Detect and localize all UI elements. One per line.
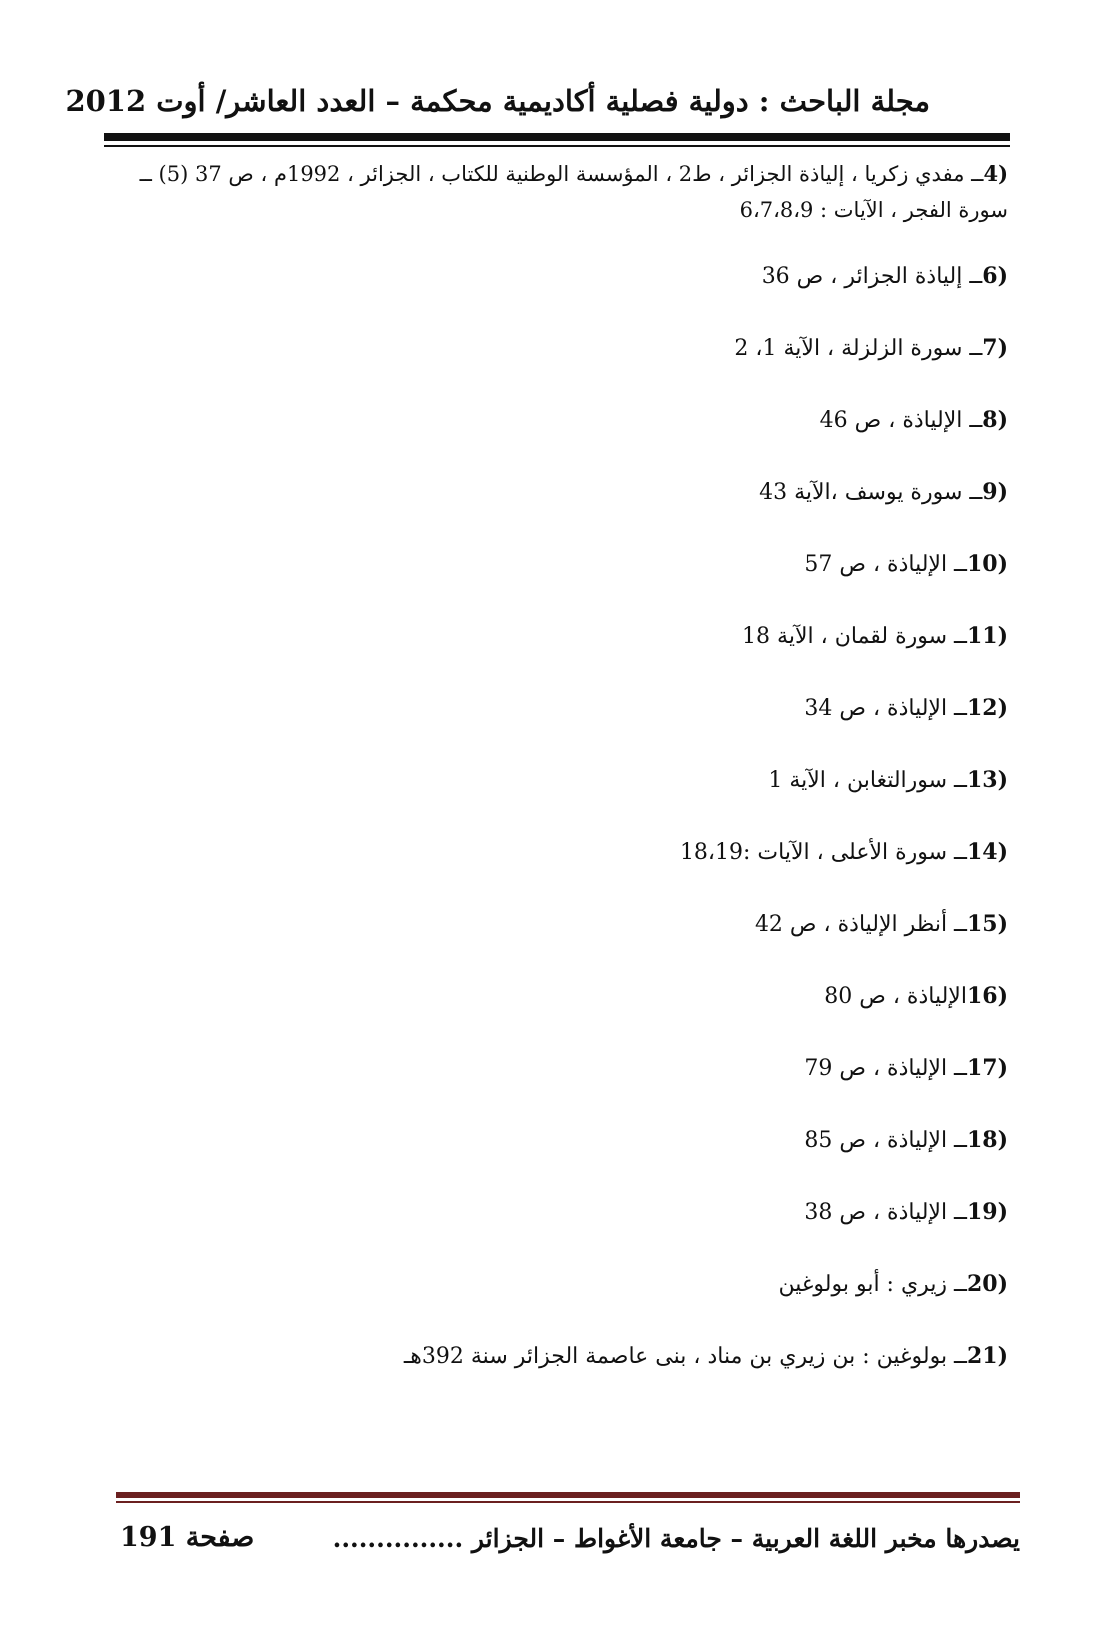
- footnote-10: [804, 550, 1008, 579]
- footnote-8: [820, 406, 1008, 435]
- footnote-text: ــ سورة الأعلى ، الآيات :18،19: [679, 840, 967, 865]
- footnote-number: (4: [983, 161, 1008, 186]
- footnote-text: ــ سورة الزلزلة ، الآية 1، 2: [734, 336, 983, 361]
- footnote-number: (20: [966, 1271, 1008, 1297]
- footnote-number: (16: [966, 983, 1008, 1009]
- journal-header-title: مجلة الباحث : دولية فصلية أكاديمية محكمة – العدد العاشر/ أوت 2012: [65, 84, 930, 118]
- footnote-text: ــ الإلياذة ، ص 34: [804, 696, 967, 721]
- footnote-6: [762, 262, 1008, 291]
- footer-divider-thin: [116, 1501, 1020, 1503]
- footnote-number: (19: [966, 1199, 1008, 1225]
- footnote-number: (9: [982, 479, 1008, 505]
- footnote-text: ــ بولوغين : بن زيري بن مناد ، بنى عاصمة الجزائر سنة 392هـ: [403, 1344, 967, 1369]
- footnote-17: [804, 1054, 1008, 1083]
- footnote-16: [824, 982, 1008, 1011]
- footnote-number: (11: [966, 623, 1008, 649]
- footnote-7: [734, 334, 1008, 363]
- footnote-number: (15: [966, 911, 1008, 937]
- footnote-text: ــ الإلياذة ، ص 79: [804, 1056, 967, 1081]
- footnote-number: (21: [966, 1343, 1008, 1369]
- footnote-number: (10: [966, 551, 1008, 577]
- footnote-20: [779, 1270, 1008, 1299]
- footnote-14: [680, 838, 1008, 867]
- footnote-number: (18: [966, 1127, 1008, 1153]
- footnote-text: ــ الإلياذة ، ص 57: [804, 552, 967, 577]
- footnote-text: ــ الإلياذة ، ص 85: [804, 1128, 967, 1153]
- footnote-number: (7: [982, 335, 1008, 361]
- footnote-number: (14: [966, 839, 1008, 865]
- footnote-text: ــ سورة لقمان ، الآية 18: [742, 624, 967, 649]
- footnote-number: (8: [982, 407, 1008, 433]
- footnote-text: ــ الإلياذة ، ص 46: [819, 408, 983, 433]
- footnote-number: (6: [982, 263, 1008, 289]
- header-divider: [104, 133, 1010, 141]
- footer-publisher: يصدرها مخبر اللغة العربية – جامعة الأغواط – الجزائر ...............: [332, 1524, 1020, 1553]
- footnote-4-5: [108, 156, 1008, 228]
- footer-divider: [116, 1492, 1020, 1498]
- page-number: صفحة 191: [120, 1522, 255, 1553]
- footnote-text: ــ سورة يوسف ،الآية 43: [759, 480, 983, 505]
- footnote-19: [804, 1198, 1008, 1227]
- footnote-text: ــ أنظر الإلياذة ، ص 42: [754, 912, 967, 937]
- footnote-text: ــ مفدي زكريا ، إلياذة الجزائر ، ط2 ، المؤسسة الوطنية للكتاب ، الجزائر ، 1992م ، ص 37 (5) ــ سورة الفجر ، الآيات : 6،7،8،9: [139, 162, 1008, 222]
- footnote-11: [742, 622, 1008, 651]
- footnote-21: [404, 1342, 1008, 1371]
- footnote-text: ــ إلياذة الجزائر ، ص 36: [761, 264, 983, 289]
- footnote-text: ــ زيري : أبو بولوغين: [778, 1272, 967, 1297]
- footnote-12: [804, 694, 1008, 723]
- footnote-number: (12: [966, 695, 1008, 721]
- footnote-9: [759, 478, 1008, 507]
- footnote-text: الإلياذة ، ص 80: [824, 984, 967, 1009]
- footnote-13: [768, 766, 1008, 795]
- footnote-text: ــ الإلياذة ، ص 38: [804, 1200, 967, 1225]
- footnote-number: (17: [966, 1055, 1008, 1081]
- footnote-15: [755, 910, 1008, 939]
- footnote-text: ــ سورالتغابن ، الآية 1: [768, 768, 967, 793]
- footnote-number: (13: [966, 767, 1008, 793]
- footnote-18: [804, 1126, 1008, 1155]
- header-divider-thin: [104, 145, 1010, 147]
